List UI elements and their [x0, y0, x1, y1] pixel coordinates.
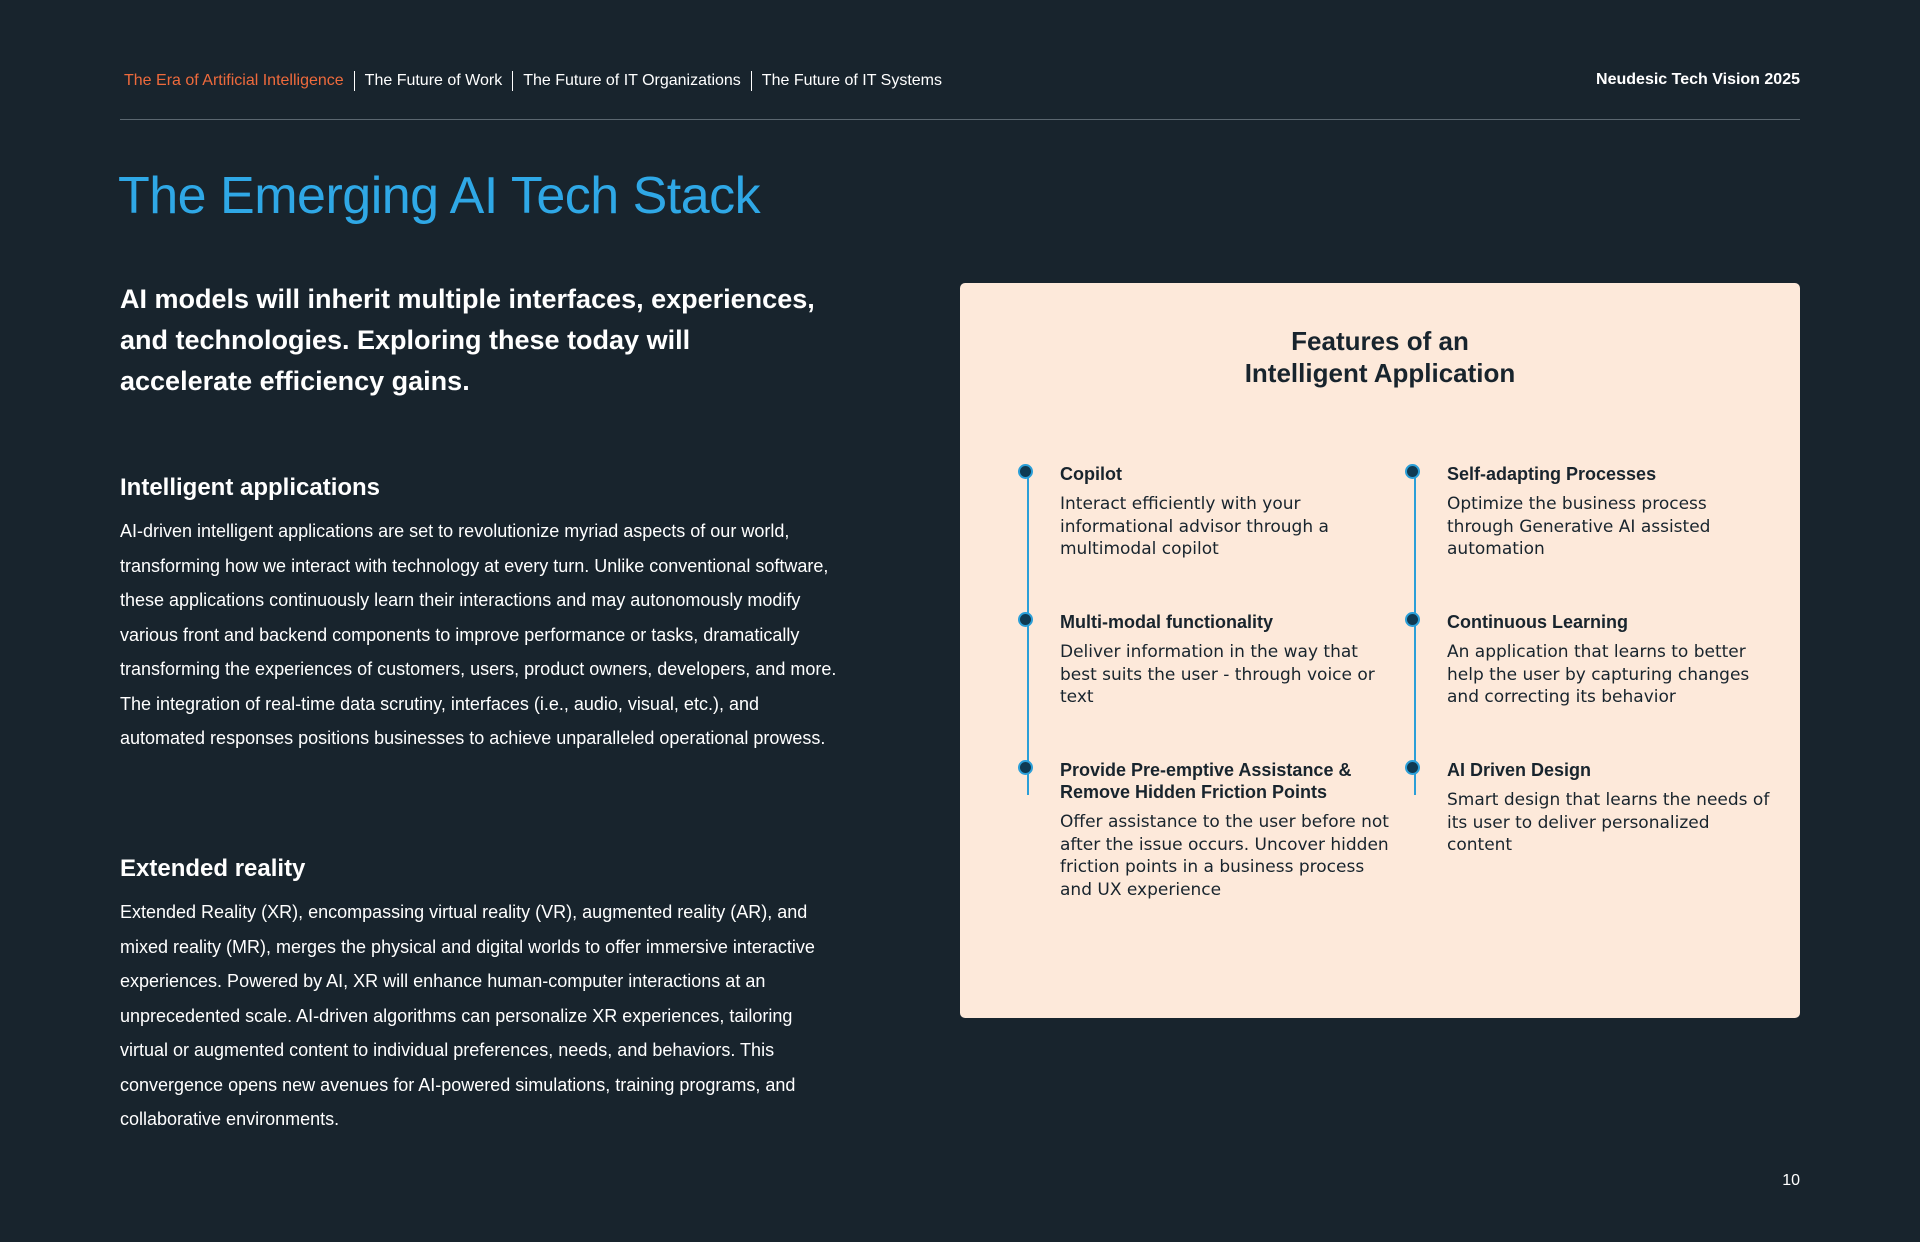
feature-title: Self-adapting Processes	[1447, 464, 1657, 484]
feature-description: Interact efficiently with your informational advisor through a multimodal copilot	[1060, 494, 1329, 559]
timeline-line-left	[1027, 473, 1029, 795]
features-card	[960, 283, 1800, 1018]
timeline-dot-icon	[1018, 760, 1033, 775]
header-divider	[120, 119, 1800, 120]
feature-title: Multi-modal functionality	[1060, 612, 1273, 632]
feature-item	[1060, 611, 1390, 709]
page-number: 10	[1782, 1172, 1800, 1189]
timeline-dot-icon	[1405, 612, 1420, 627]
feature-item	[1447, 611, 1777, 709]
feature-description: Deliver information in the way that best suits the user - through voice or text	[1060, 642, 1375, 707]
section-heading-extended-reality: Extended reality	[120, 855, 306, 882]
feature-title: Provide Pre-emptive Assistance & Remove Hidden Friction Points	[1060, 760, 1352, 802]
nav-item-future-of-it-systems[interactable]: The Future of IT Systems	[761, 72, 943, 89]
features-card-title	[960, 325, 1800, 389]
feature-item	[1447, 759, 1777, 857]
nav-item-future-of-it-organizations[interactable]: The Future of IT Organizations	[523, 72, 741, 89]
section-body-intelligent-applications: AI-driven intelligent applications are set to revolutionize myriad aspects of our world, transforming how we interact with technology at every turn. Unlike conventional software, these applications continuously learn their interactions and may autonomously modify various front and backend components to improve performance or tasks, dramatically transforming the experiences of customers, users, product owners, developers, and more. The integration of real-time data scrutiny, interfaces (i.e., audio, visual, etc.), and automated responses positions businesses to achieve unparalleled operational prowess.	[120, 521, 837, 748]
section-body-extended-reality: Extended Reality (XR), encompassing virtual reality (VR), augmented reality (AR), and mixed reality (MR), merges the physical and digital worlds to offer immersive interactive experiences. Powered by AI, XR will enhance human-computer interactions at an unprecedented scale. AI-driven algorithms can personalize XR experiences, tailoring virtual or augmented content to individual preferences, needs, and behaviors. This convergence opens new avenues for AI-powered simulations, training programs, and collaborative environments.	[120, 902, 815, 1129]
feature-item	[1447, 463, 1777, 561]
feature-description: An application that learns to better help the user by capturing changes and correcting its behavior	[1447, 642, 1750, 707]
section-nav	[120, 70, 952, 92]
feature-description: Optimize the business process through Generative AI assisted automation	[1447, 494, 1711, 559]
feature-description: Offer assistance to the user before not after the issue occurs. Uncover hidden friction points in a business process and UX experience	[1060, 812, 1389, 900]
features-card-title-line1: Features of an	[1291, 326, 1469, 356]
lead-paragraph: AI models will inherit multiple interfaces, experiences, and technologies. Exploring these today will accelerate efficiency gains.	[120, 284, 815, 396]
feature-title: Continuous Learning	[1447, 612, 1628, 632]
feature-item	[1060, 759, 1390, 901]
nav-item-era-of-ai[interactable]: The Era of Artificial Intelligence	[124, 72, 344, 89]
timeline-line-right	[1414, 473, 1416, 795]
timeline-dot-icon	[1405, 464, 1420, 479]
timeline-dot-icon	[1405, 760, 1420, 775]
timeline-dot-icon	[1018, 464, 1033, 479]
nav-item-future-of-work[interactable]: The Future of Work	[364, 72, 503, 89]
feature-title: Copilot	[1060, 464, 1122, 484]
feature-item	[1060, 463, 1390, 561]
feature-title: AI Driven Design	[1447, 760, 1592, 780]
brand-title: Neudesic Tech Vision 2025	[1596, 71, 1800, 88]
feature-description: Smart design that learns the needs of its user to deliver personalized content	[1447, 790, 1770, 855]
section-heading-intelligent-applications: Intelligent applications	[120, 474, 381, 501]
page-title: The Emerging AI Tech Stack	[118, 167, 761, 225]
features-card-title-line2: Intelligent Application	[1244, 358, 1516, 388]
timeline-dot-icon	[1018, 612, 1033, 627]
